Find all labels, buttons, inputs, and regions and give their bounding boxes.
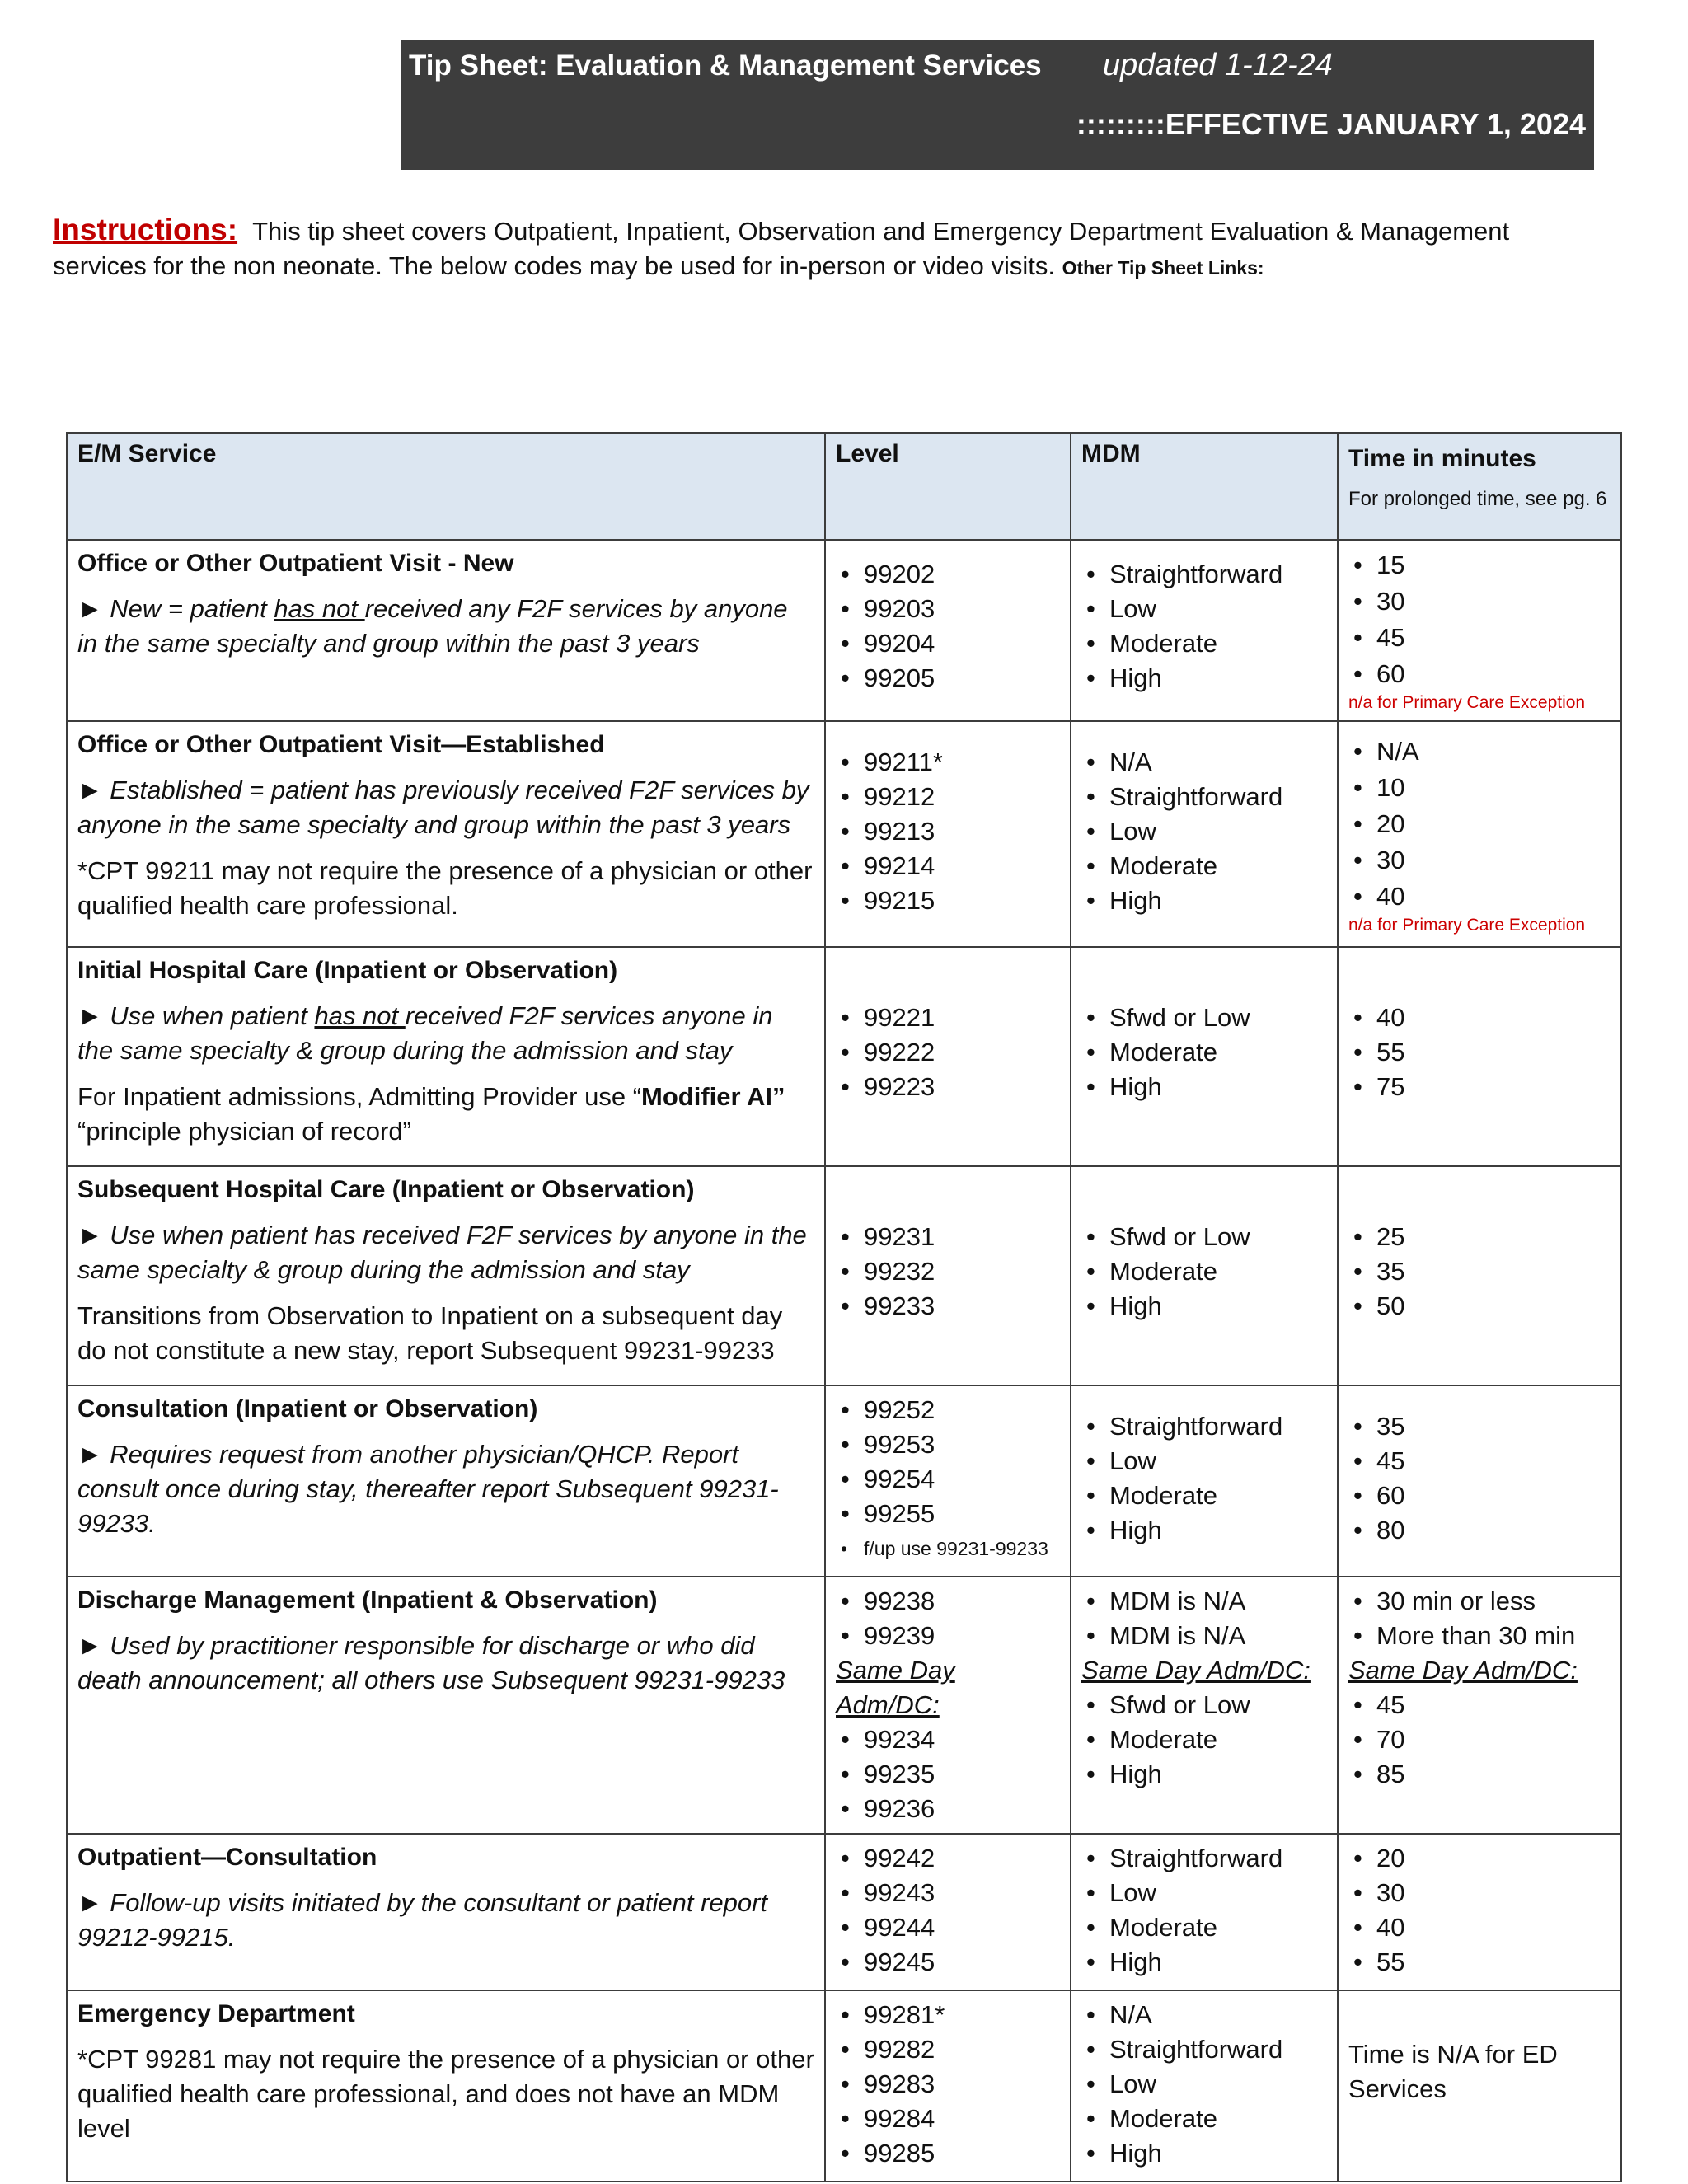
service-note: For Inpatient admissions, Admitting Provider use “Modifier AI” “principle physician of record” [77, 1082, 785, 1146]
level-code: • 99221 [836, 1001, 1060, 1035]
time-cell [1338, 1385, 1621, 1577]
mdm-value: • Sfwd or Low [1081, 1688, 1327, 1722]
table-row [67, 1385, 1621, 1577]
service-title: Initial Hospital Care (Inpatient or Observation) [77, 957, 618, 984]
time-value: • 30 [1348, 842, 1611, 879]
time-value: • 35 [1348, 1409, 1611, 1444]
mdm-value: • High [1081, 1289, 1327, 1324]
service-description: ► Follow-up visits initiated by the consultant or patient report 99212-99215. [77, 1888, 768, 1952]
em-services-table [66, 432, 1622, 2182]
instructions-label: Instructions: [53, 213, 238, 246]
mdm-value: • Moderate [1081, 1035, 1327, 1070]
time-cell [1338, 540, 1621, 721]
level-code: • 99239 [836, 1619, 1060, 1653]
level-cell [825, 1385, 1071, 1577]
time-value: • 40 [1348, 1910, 1611, 1945]
level-code: • 99222 [836, 1035, 1060, 1070]
service-cell [67, 1834, 825, 1990]
mdm-cell [1071, 1385, 1338, 1577]
time-value: • 30 [1348, 583, 1611, 620]
level-code: • 99245 [836, 1945, 1060, 1980]
mdm-cell [1071, 1834, 1338, 1990]
mdm-value: • Low [1081, 1876, 1327, 1910]
mdm-value: • High [1081, 1070, 1327, 1104]
time-value: • 50 [1348, 1289, 1611, 1324]
time-cell [1338, 721, 1621, 947]
mdm-value: • High [1081, 1757, 1327, 1792]
instructions-text: This tip sheet covers Outpatient, Inpatient, Observation and Emergency Department Evaluation & Management services for the non neonate. The below codes may be used for in-person or video visits. [53, 217, 1510, 280]
mdm-value: • Straightforward [1081, 1409, 1327, 1444]
service-cell [67, 1166, 825, 1385]
time-value: • 40 [1348, 1001, 1611, 1035]
primary-care-exception-note: n/a for Primary Care Exception [1348, 693, 1586, 712]
time-value: • 30 min or less [1348, 1584, 1611, 1619]
service-title: Consultation (Inpatient or Observation) [77, 1395, 538, 1422]
level-cell [825, 1990, 1071, 2182]
mdm-value: • High [1081, 2136, 1327, 2171]
service-description: ► Use when patient has not received F2F services anyone in the same specialty & group during the admission and stay [77, 1001, 773, 1065]
header-em-service: E/M Service [67, 433, 825, 540]
mdm-value: • High [1081, 1513, 1327, 1548]
header-level: Level [825, 433, 1071, 540]
mdm-value: • Low [1081, 592, 1327, 626]
same-day-label: Same Day Adm/DC: [1348, 1656, 1578, 1685]
mdm-value: • Moderate [1081, 626, 1327, 661]
mdm-value: • N/A [1081, 1998, 1327, 2032]
level-code: • 99255 [836, 1497, 1060, 1531]
level-code: • 99284 [836, 2102, 1060, 2136]
time-value: • 10 [1348, 770, 1611, 806]
mdm-value: • Moderate [1081, 1722, 1327, 1757]
time-value: • 40 [1348, 879, 1611, 915]
mdm-cell [1071, 721, 1338, 947]
time-value: • 20 [1348, 1841, 1611, 1876]
mdm-cell [1071, 1166, 1338, 1385]
mdm-value: • Moderate [1081, 2102, 1327, 2136]
level-code: • 99215 [836, 883, 1060, 918]
level-cell [825, 721, 1071, 947]
same-day-label: Same Day Adm/DC: [836, 1656, 955, 1719]
level-code: • 99238 [836, 1584, 1060, 1619]
instructions [53, 213, 1569, 285]
time-cell [1338, 947, 1621, 1166]
mdm-value: • Straightforward [1081, 780, 1327, 814]
service-description: ► Established = patient has previously received F2F services by anyone in the same specialty and group within the past 3 years [77, 776, 809, 839]
level-code: • 99283 [836, 2067, 1060, 2102]
service-description: ► Used by practitioner responsible for discharge or who did death announcement; all others use Subsequent 99231-99233 [77, 1631, 785, 1694]
level-code: • 99232 [836, 1254, 1060, 1289]
level-code: • 99244 [836, 1910, 1060, 1945]
page-title: Tip Sheet: Evaluation & Management Services [409, 49, 1042, 82]
service-title: Office or Other Outpatient Visit - New [77, 550, 514, 577]
time-value: • 35 [1348, 1254, 1611, 1289]
updated-date: updated 1-12-24 [1103, 48, 1333, 82]
mdm-value: • High [1081, 1945, 1327, 1980]
mdm-value: • N/A [1081, 745, 1327, 780]
follow-up-note: • f/up use 99231-99233 [836, 1531, 1060, 1566]
primary-care-exception-note: n/a for Primary Care Exception [1348, 916, 1586, 935]
level-code: • 99236 [836, 1792, 1060, 1826]
mdm-cell [1071, 1577, 1338, 1834]
level-code: • 99282 [836, 2032, 1060, 2067]
mdm-value: • Sfwd or Low [1081, 1001, 1327, 1035]
time-value: • N/A [1348, 733, 1611, 770]
service-title: Office or Other Outpatient Visit—Established [77, 731, 605, 758]
level-code: • 99205 [836, 661, 1060, 696]
mdm-value: • Sfwd or Low [1081, 1220, 1327, 1254]
time-cell [1338, 1990, 1621, 2182]
mdm-cell [1071, 540, 1338, 721]
level-code: • 99203 [836, 592, 1060, 626]
table-row [67, 540, 1621, 721]
level-code: • 99231 [836, 1220, 1060, 1254]
table-row [67, 721, 1621, 947]
table-row [67, 947, 1621, 1166]
level-code: • 99281* [836, 1998, 1060, 2032]
level-code: • 99252 [836, 1393, 1060, 1427]
service-description: ► Use when patient has received F2F services by anyone in the same specialty & group during the admission and stay [77, 1221, 807, 1284]
level-code: • 99242 [836, 1841, 1060, 1876]
service-title: Outpatient—Consultation [77, 1844, 377, 1871]
service-cell [67, 721, 825, 947]
level-cell [825, 540, 1071, 721]
ed-time-note: Time is N/A for ED Services [1348, 2040, 1558, 2103]
time-value: • 60 [1348, 1479, 1611, 1513]
other-tip-sheet-links[interactable]: Other Tip Sheet Links: [1062, 257, 1264, 279]
time-value: • 85 [1348, 1757, 1611, 1792]
mdm-value: • MDM is N/A [1081, 1584, 1327, 1619]
service-title: Subsequent Hospital Care (Inpatient or Observation) [77, 1176, 695, 1203]
table-row [67, 1990, 1621, 2182]
level-code: • 99202 [836, 557, 1060, 592]
time-value: • 30 [1348, 1876, 1611, 1910]
level-cell [825, 1834, 1071, 1990]
mdm-value: • Low [1081, 2067, 1327, 2102]
service-title: Emergency Department [77, 2000, 355, 2027]
header-mdm: MDM [1071, 433, 1338, 540]
level-code: • 99214 [836, 849, 1060, 883]
level-code: • 99211* [836, 745, 1060, 780]
service-description: ► Requires request from another physician/QHCP. Report consult once during stay, thereafter report Subsequent 99231-99233. [77, 1440, 779, 1538]
level-code: • 99234 [836, 1722, 1060, 1757]
mdm-value: • Low [1081, 1444, 1327, 1479]
level-cell [825, 1577, 1071, 1834]
level-code: • 99243 [836, 1876, 1060, 1910]
effective-date: :::::::::EFFECTIVE JANUARY 1, 2024 [1076, 107, 1586, 141]
header-time [1338, 433, 1621, 540]
level-code: • 99233 [836, 1289, 1060, 1324]
mdm-cell [1071, 1990, 1338, 2182]
time-cell [1338, 1834, 1621, 1990]
mdm-value: • Straightforward [1081, 557, 1327, 592]
service-cell [67, 540, 825, 721]
header-time-label: Time in minutes [1348, 445, 1536, 472]
time-value: • 25 [1348, 1220, 1611, 1254]
time-value: • 45 [1348, 620, 1611, 656]
time-value: • 75 [1348, 1070, 1611, 1104]
mdm-cell [1071, 947, 1338, 1166]
level-cell [825, 1166, 1071, 1385]
title-banner [401, 40, 1594, 170]
service-note: Transitions from Observation to Inpatient on a subsequent day do not constitute a new stay, report Subsequent 99231-99233 [77, 1301, 783, 1365]
mdm-value: • MDM is N/A [1081, 1619, 1327, 1653]
level-code: • 99223 [836, 1070, 1060, 1104]
service-cell [67, 1990, 825, 2182]
mdm-value: • Moderate [1081, 1910, 1327, 1945]
level-code: • 99254 [836, 1462, 1060, 1497]
service-cell [67, 1385, 825, 1577]
time-value: • 80 [1348, 1513, 1611, 1548]
level-code: • 99213 [836, 814, 1060, 849]
time-value: • 45 [1348, 1444, 1611, 1479]
table-row [67, 1577, 1621, 1834]
time-cell [1338, 1577, 1621, 1834]
mdm-value: • High [1081, 661, 1327, 696]
service-cell [67, 1577, 825, 1834]
service-note: *CPT 99281 may not require the presence of a physician or other qualified health care professional, and does not have an MDM level [77, 2045, 814, 2143]
same-day-label: Same Day Adm/DC: [1081, 1656, 1311, 1685]
time-value: • 55 [1348, 1945, 1611, 1980]
level-code: • 99235 [836, 1757, 1060, 1792]
level-cell [825, 947, 1071, 1166]
mdm-value: • Moderate [1081, 1254, 1327, 1289]
time-value: • 55 [1348, 1035, 1611, 1070]
time-value: • 15 [1348, 547, 1611, 583]
mdm-value: • Low [1081, 814, 1327, 849]
service-title: Discharge Management (Inpatient & Observation) [77, 1586, 658, 1614]
mdm-value: • Moderate [1081, 849, 1327, 883]
level-code: • 99253 [836, 1427, 1060, 1462]
service-note: *CPT 99211 may not require the presence of a physician or other qualified health care professional. [77, 856, 813, 920]
service-description: ► New = patient has not received any F2F services by anyone in the same specialty and group within the past 3 years [77, 594, 788, 658]
time-value: • 45 [1348, 1688, 1611, 1722]
mdm-value: • Straightforward [1081, 2032, 1327, 2067]
time-value: • More than 30 min [1348, 1619, 1611, 1653]
time-value: • 20 [1348, 806, 1611, 842]
service-cell [67, 947, 825, 1166]
level-code: • 99204 [836, 626, 1060, 661]
table-row [67, 1166, 1621, 1385]
table-row [67, 1834, 1621, 1990]
level-code: • 99212 [836, 780, 1060, 814]
mdm-value: • Moderate [1081, 1479, 1327, 1513]
time-cell [1338, 1166, 1621, 1385]
time-value: • 70 [1348, 1722, 1611, 1757]
time-value: • 60 [1348, 656, 1611, 692]
level-code: • 99285 [836, 2136, 1060, 2171]
mdm-value: • Straightforward [1081, 1841, 1327, 1876]
table-header-row [67, 433, 1621, 540]
header-time-note: For prolonged time, see pg. 6 [1348, 488, 1607, 510]
mdm-value: • High [1081, 883, 1327, 918]
